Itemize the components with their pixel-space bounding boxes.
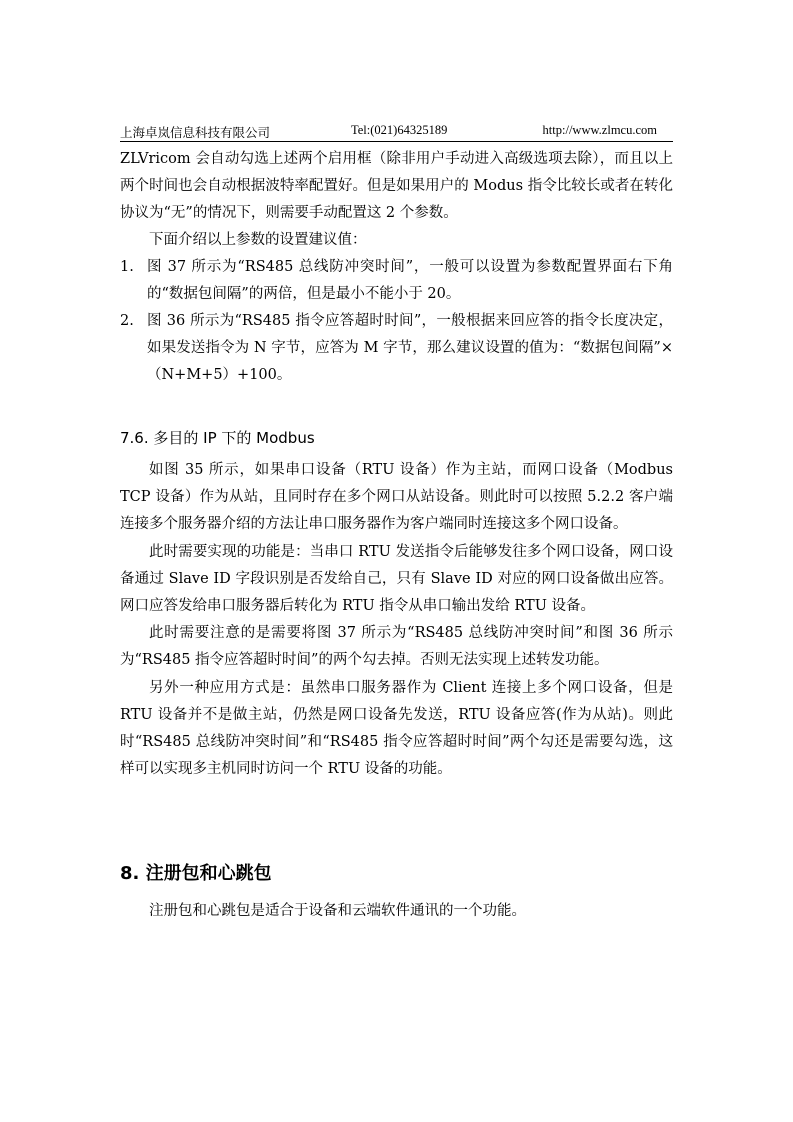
header-tel: Tel:(021)64325189 bbox=[351, 123, 448, 137]
section-7-6-paragraph: 此时需要注意的是需要将图 37 所示为“RS485 总线防冲突时间”和图 36 所示为“RS485 指令应答超时时间”的两个勾去掉。否则无法实现上述转发功能。 bbox=[120, 625, 673, 669]
section-7-6-paragraph: 另外一种应用方式是：虽然串口服务器作为 Client 连接上多个网口设备，但是 RTU 设备并不是做主站，仍然是网口设备先发送，RTU 设备应答(作为从站)。则此时“RS485 总线防冲突时间”和“RS485 指令应答超时时间”两个勾还是需要勾选，这样可以实现多主机同时访问一个 RTU 设备的功能。 bbox=[120, 679, 673, 778]
section-7-6-paragraph: 此时需要实现的功能是：当串口 RTU 发送指令后能够发往多个网口设备，网口设备通过 Slave ID 字段识别是否发给自己，只有 Slave ID 对应的网口设备做出应答。网口应答发给串口服务器后转化为 RTU 指令从串口输出发给 RTU 设备。 bbox=[120, 543, 673, 615]
list-item-text: 图 36 所示为“RS485 指令应答超时时间”，一般根据来回应答的指令长度决定，如果发送指令为 N 字节，应答为 M 字节，那么建议设置的值为：“数据包间隔”×（N+M+5）+100。 bbox=[147, 313, 673, 383]
list-item-text: 图 37 所示为“RS485 总线防冲突时间”，一般可以设置为参数配置界面右下角的“数据包间隔”的两倍，但是最小不能小于 20。 bbox=[147, 259, 673, 302]
recommendation-list bbox=[120, 254, 673, 389]
section-7-6-heading: 7.6. 多目的 IP 下的 Modbus bbox=[120, 429, 315, 447]
section-7-6-paragraph: 如图 35 所示，如果串口设备（RTU 设备）作为主站，而网口设备（Modbus TCP 设备）作为从站，且同时存在多个网口从站设备。则此时可以按照 5.2.2 客户端连接多个服务器介绍的方法让串口服务器作为客户端同时连接这多个网口设备。 bbox=[120, 462, 673, 533]
intro-paragraph-1: ZLVricom 会自动勾选上述两个启用框（除非用户手动进入高级选项去除），而且以上两个时间也会自动根据波特率配置好。但是如果用户的 Modus 指令比较长或者在转化协议为“无”的情况下，则需要手动配置这 2 个参数。 bbox=[120, 151, 673, 221]
list-item bbox=[120, 308, 673, 389]
section-7-6-body bbox=[120, 457, 673, 783]
section-8-paragraph: 注册包和心跳包是适合于设备和云端软件通讯的一个功能。 bbox=[149, 903, 526, 919]
intro-paragraph-2: 下面介绍以上参数的设置建议值： bbox=[149, 232, 367, 248]
list-item-number: 2. bbox=[120, 313, 134, 329]
list-item bbox=[120, 254, 673, 308]
section-8-heading: 8. 注册包和心跳包 bbox=[120, 863, 272, 884]
list-item-number: 1. bbox=[120, 259, 134, 275]
page-header bbox=[120, 121, 673, 142]
header-url: http://www.zlmcu.com bbox=[542, 123, 657, 137]
header-company: 上海卓岚信息科技有限公司 bbox=[120, 126, 271, 140]
